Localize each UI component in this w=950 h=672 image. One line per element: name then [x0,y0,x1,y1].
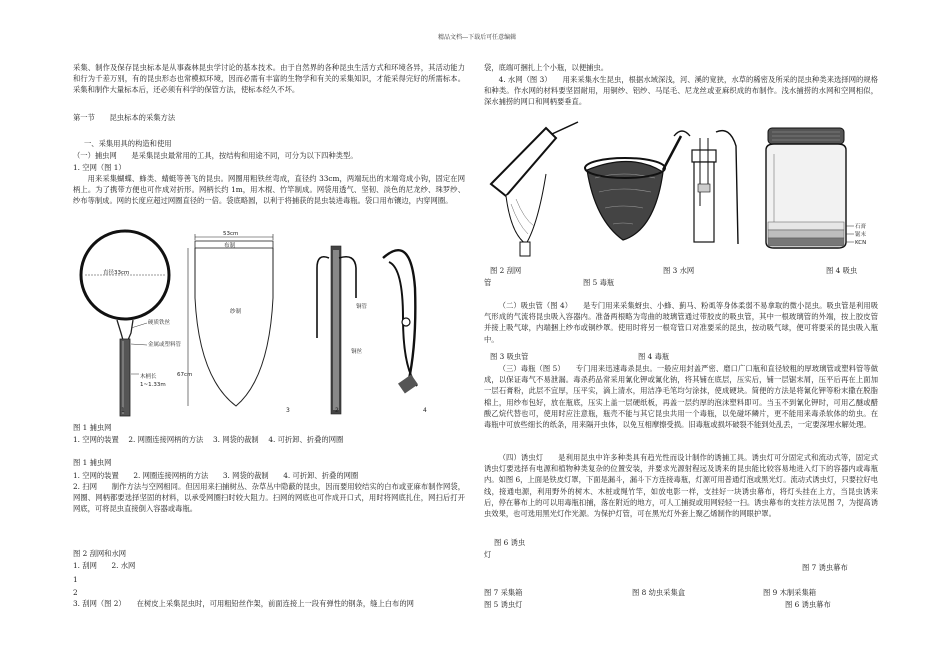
jar-plaster-label: 石膏 [855,224,867,230]
fig2-caption: 图 2 刮网和水网 [73,549,127,558]
fig1-length-label: 67cm [177,372,193,378]
fig2-number-2: 2 [73,588,78,597]
hoop-connector-drawing [317,246,368,414]
paragraph-water-net: 4. 水网（图 3） 用来采集水生昆虫，根据水域深浅，河、溪的宽狭，水草的稀密及所采的昆虫种类来选择网的规格和种类。作水网的材料要坚固耐用，用铜纱、铝纱、马尾毛、尼龙丝或亚麻织成的布制作。浅水捕捞的水网和空网相似，深水捕捞的网口和网柄要垂直。 [484,75,878,107]
page-header: 精品文档---下载后可任意编辑 [438,34,517,41]
fig2-subcaption: 1. 刮网 2. 水网 [73,561,136,570]
fig1-gauze-label: 纱制 [230,309,242,315]
net-bag-pattern-drawing [177,231,290,414]
caption-fig9-wooden-box: 图 9 木制采集箱 [763,588,817,597]
jar-kcn-label: KCN [855,240,867,246]
caption-fig3-aspirator: 图 3 吸虫管 [490,352,529,361]
paragraph-aerial-net: 用来采集蝴蝶、蜂类、蜻蜓等善飞的昆虫。网圈用粗铁丝弯成，直径约 33cm，两端玩出的末端弯成小钩，固定在网柄上。为了携带方便也可作成对折形。网柄长约 1m，用木棍、竹竿制成。网袋用透气、坚韧、淡色的尼龙纱、珠罗纱、纱布等制成。网的长度应超过网圈直径的一倍。袋底略圆，以利于将捕获的昆虫装进毒瓶。袋口用布镶边，内穿网圈。 [73,174,465,206]
item-heading: 1. 空网（图 1） [73,163,126,172]
folding-hoop-drawing [383,250,427,414]
net-hoop-drawing [81,231,182,416]
caption-fig3-water-net: 图 3 水网 [663,266,695,275]
fig1-tube-label: 金属或塑料管 [148,342,182,348]
caption-fig4-jar: 图 4 毒瓶 [638,352,670,361]
jar-sawdust-label: 锯末 [855,232,867,238]
caption-fig5-light-trap: 图 5 诱虫灯 [484,600,523,609]
paragraph-continued: 袋，底端可捆扎上个小瓶，以便捕虫。 [484,63,609,72]
fig1-width-label: 53cm [223,231,239,237]
paragraph-aspirator: （二）吸虫管（图 4） 是专门用来采集蚜虫、小蜂、蓟马、粉虱等身体柔弱不易拿取的微小昆虫。吸虫管是利用吸气形成的气流将昆虫吸入容器内。准备两根略为弯曲的玻璃管通过带胶皮的吸虫管，其中一根玻璃管的外端，按上胶皮管并接上吸气球，内端捆上纱布或铜纱罩。使用时将另一根弯管口对准要采的昆虫，按动吸气球，便可将要采的昆虫吸入瓶中。 [484,301,878,344]
fig1-copper-wire-label: 铜丝 [351,349,363,355]
paragraph-killing-jar: （三）毒瓶（图 5） 专门用来迅速毒杀昆虫。一般应用封盖严密、磨口广口瓶和直径较粗的厚玻璃管或塑料管等做成，以保证毒气不易泄漏。毒杀药品常采用氰化钾或氰化钠，将其铺在底层，压实后，铺一层锯末屑，压平后再在上面加一层石膏粉，此层不宜厚，压平实，滴上清水，用洁净毛笔均匀涂抹，使成硬块。简便的方法是将氰化钾等粉末撒在脱脂棉上，用纱布包好，放在瓶底，压实上盖一层硬纸板，再盖一层约厚的泡沫塑料即可。当玉不到氰化钾时，可用乙醚或醋酸乙烷代替也可，使用时应注意瓶，瓶壳不能与其它昆虫共用一个毒瓶，以免碰坏鳞片，更不能用来毒杀软体的幼虫。在毒瓶中可放些细长的纸条，用来隔开虫体，以免互相摩擦受损。旧毒瓶或损坏破裂不能到处乱丢，一定要深埋水解处理。 [484,364,878,430]
intro-paragraph: 采集、制作及保存昆虫标本是从事森林昆虫学讨论的基本技术。由于自然界的各种昆虫生活方式和环境各异，其活动能力和行为千差万别，有的昆虫形态也常模拟环境，因而必需有丰富的生物学和有关的采集知识，才能采得完好的所需标本。采集和制作大量标本后，还必须有科学的保管方法，使标本经久不坏。 [73,63,465,95]
caption-fig6-light-trap: 图 6 诱虫 [494,538,526,547]
caption-fig5-killing-jar: 图 5 毒瓶 [583,278,615,287]
fig1-copper-tube-label: 铜管 [356,304,368,310]
paragraph-sweep-net: 2. 扫网 制作方法与空网相同。但因用来扫捕树丛、杂草丛中隐蔽的昆虫，因而要用较结实的白布或亚麻布制作网袋，网圈、网柄都要选择坚固的材料，以承受网圈扫时较大阻力。扫网的网底也可作成开口式，用时将网底扎住，网扫后打开网底，可将昆虫直接倒入容器或毒瓶。 [73,482,465,514]
figure-killing-jar [760,124,880,254]
caption-fig6-screen: 图 6 诱虫幕布 [785,600,831,609]
caption-fig4-aspirator: 图 4 吸虫 [826,266,858,275]
fig1-handle-label: 木柄长 [140,374,157,380]
fig1-wire-label: 硬质铁丝 [148,320,171,326]
figure-scrape-net [486,124,581,264]
fig1-caption: 图 1 捕虫网 [73,423,112,432]
fig1-number-2: 2 [335,407,339,414]
paragraph-scrape-net: 3. 刮网（图 2） 在树皮上采集昆虫时，可用粗铅丝作架，前面连接上一段有弹性的钢条，缝上白布的网 [73,599,414,608]
section-title: 第一节 昆虫标本的采集方法 [73,113,176,122]
fig1-subcaption: 1. 空网的装置 2. 网圈连接网柄的方法 3. 网袋的裁制 4. 可折卸、折叠的网圈 [73,435,344,444]
fig1-caption-repeat: 图 1 捕虫网 [73,458,112,467]
fig1-diameter-label: 直径33cm [103,270,130,276]
fig1-number-4: 4 [423,407,427,414]
caption-guan: 管 [484,278,492,287]
caption-fig7-screen: 图 7 诱虫幕布 [802,563,848,572]
figure-water-net [583,130,683,250]
fig1-number-3: 3 [286,407,290,414]
caption-fig2-scrape-net: 图 2 刮网 [490,266,522,275]
caption-fig8-larva-box: 图 8 幼虫采集盒 [632,588,686,597]
fig1-number-1: 1 [121,407,125,414]
fig2-number-1: 1 [73,575,78,584]
fig1-subcaption-repeat: 1. 空网的装置 2. 网圈连接网柄的方法 3. 网袋的裁制 4. 可折卸、折叠的网圈 [73,471,359,480]
figure-insect-net [73,228,473,418]
subsection-heading: 一、采集用具的构造和使用 [84,139,172,148]
subsection-intro: （一）捕虫网 是采集昆虫最常用的工具，按结构和用途不同，可分为以下四种类型。 [73,151,358,160]
figure-aspirator [672,126,752,256]
fig1-handle-length: 1~1.33m [140,382,166,388]
paragraph-light-trap: （四）诱虫灯 是利用昆虫中许多种类具有趋光性而设计制作的诱捕工具。诱虫灯可分固定式和流动式等，固定式诱虫灯要选择有电源和植物种类复杂的位置安装，并要求光源射程远及诱来的昆虫能比较容易地进入灯下的容器内或毒瓶内。如图 6，上面是铁皮灯罩，下面是漏斗，漏斗下方连接毒瓶，灯源可用普通灯泡或黑光灯。流动式诱虫灯，只要拉好电线，接通电源，利用野外的树木、木桩或绳竹竿，如放电影一样，支挂好一块诱虫幕布，将灯头挂在上方，当昆虫诱来后，停在幕布上的可以用毒瓶扣捕，落在附近的地方，可人工捕捉或用网轻轻一扫。诱虫幕布的支挂方法见图 7，为提高诱虫效果，也可选用黑光灯作光源。为保护灯管，可在黑光灯外套上聚乙烯制作的网眼护罩。 [484,453,878,519]
fig1-cloth-label: 布制 [224,243,236,249]
caption-deng: 灯 [484,550,492,559]
caption-fig7-collecting-box: 图 7 采集箱 [484,588,523,597]
